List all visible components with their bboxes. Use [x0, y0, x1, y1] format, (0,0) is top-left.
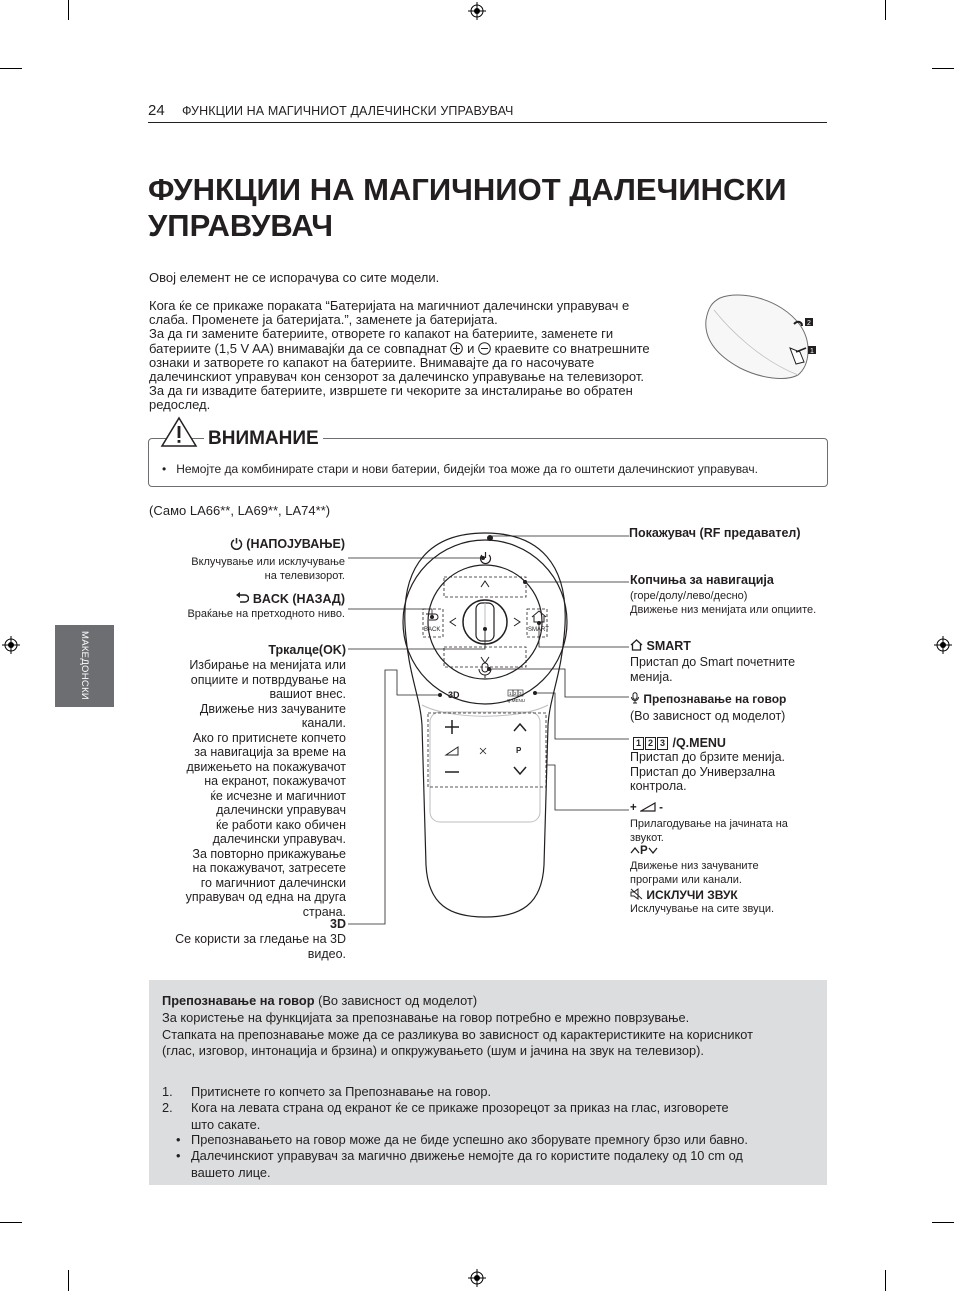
channel-description: Движење низ зачуваните програми или канали. — [630, 860, 759, 886]
voice-bullet-text: Препознавањето на говор може да не биде успешно ако зборувате премногу брзо или бавно. — [191, 1132, 748, 1147]
crop-mark — [68, 0, 69, 20]
mute-description: Исклучување на сите звуци. — [630, 903, 775, 915]
wheel-description — [150, 658, 346, 919]
crop-mark — [885, 1270, 886, 1291]
channel-label: P — [630, 845, 658, 857]
wheel-description-line: го магичниот далечински — [200, 875, 346, 890]
registration-mark-icon — [468, 1269, 486, 1287]
language-tab: МАКЕДОНСКИ — [55, 625, 114, 707]
mute-icon — [630, 888, 643, 900]
volume-wedge-icon — [640, 802, 656, 812]
crop-mark — [68, 1270, 69, 1291]
wheel-description-line: движењето на покажувачот — [186, 759, 346, 774]
wheel-label: Тркалце(OK) — [268, 643, 346, 657]
svg-text:BACK: BACK — [424, 627, 441, 633]
voice-step-number: 1. — [162, 1084, 173, 1099]
wheel-description-line: канали. — [301, 716, 346, 730]
voice-bullet-text: Далечинскиот управувач за магично движење немојте да го користите подалеку од 10 cm од вашето лице. — [191, 1148, 743, 1180]
voice-step: Притиснете го копчето за Препознавање на говор. — [191, 1084, 492, 1099]
voice-box-intro: За користење на функцијата за препознавање на говор потребно е мрежно поврзување. Стапката на препознавање може да се разликува во зависност од карактеристиките на корисникот (глас, изговор, интонација и брзина) и опкружувањето (шум и јачина на звук на телевизор). — [162, 1010, 753, 1058]
wheel-description-line: Избирање на менијата или — [189, 658, 346, 672]
svg-text:1: 1 — [509, 691, 512, 696]
voice-box-title: Препознавање на говор (Во зависност од моделот) — [162, 993, 478, 1008]
wheel-description-line: страна. — [302, 904, 346, 919]
svg-text:2: 2 — [807, 320, 811, 327]
svg-text:P: P — [516, 746, 522, 755]
svg-text:2: 2 — [514, 691, 517, 696]
svg-text:SMART: SMART — [528, 627, 549, 633]
wheel-description-line: ќе исчезне и магичниот — [210, 788, 346, 803]
back-label: BACK (НАЗАД) — [150, 592, 345, 606]
wheel-description-line: далечински управувач — [216, 803, 346, 817]
wheel-description-line: опциите и потврдување на — [190, 672, 346, 687]
page-title: ФУНКЦИИ НА МАГИЧНИОТ ДАЛЕЧИНСКИ УПРАВУВАЧ — [148, 172, 787, 243]
minus-circle-icon — [478, 342, 491, 355]
running-header: ФУНКЦИИ НА МАГИЧНИОТ ДАЛЕЧИНСКИ УПРАВУВАЧ — [182, 104, 514, 118]
caution-bullet: • Немојте да комбинирате стари и нови батерии, бидејќи тоа може да го оштети далечинскиот управувач. — [162, 462, 758, 476]
registration-mark-icon — [468, 2, 486, 20]
crop-mark — [0, 68, 22, 69]
3d-description: Се користи за гледање на 3D видео. — [175, 932, 346, 961]
smart-description: Пристап до Smart почетните менија. — [630, 655, 796, 684]
magic-remote-illustration — [340, 525, 630, 925]
nav-buttons-description: (горе/долу/лево/десно) Движење низ менијата или опциите. — [630, 590, 817, 616]
crop-mark — [0, 1222, 22, 1223]
crop-mark — [932, 1222, 954, 1223]
svg-text:3: 3 — [519, 691, 522, 696]
svg-text:Q.MENU: Q.MENU — [507, 698, 525, 703]
wheel-description-line: на покажувачот, затресете — [192, 861, 346, 875]
chevron-down-icon — [648, 846, 658, 854]
volume-description: Прилагодување на јачината на звукот. — [630, 818, 788, 844]
wheel-description-line: ќе работи како обичен — [215, 817, 346, 832]
microphone-icon — [630, 692, 640, 704]
wheel-description-line: Ако го притиснете копчето — [192, 730, 346, 745]
wheel-description-line: далечински управувач. — [212, 832, 346, 846]
models-note: (Само LA66**, LA69**, LA74**) — [149, 503, 331, 518]
voice-bullet: • — [176, 1148, 181, 1163]
wheel-description-line: за навигација за време на — [194, 745, 346, 759]
battery-cover-illustration — [700, 290, 825, 385]
home-icon — [630, 639, 643, 651]
qmenu-label: 1 2 3 /Q.MENU — [633, 736, 726, 750]
volume-label: + - — [630, 802, 663, 814]
3d-label: 3D — [330, 917, 346, 931]
wheel-description-line: вашиот внес. — [269, 687, 346, 701]
voice-step-number: 2. — [162, 1100, 173, 1115]
intro-note: Овој елемент не се испорачува со сите модели. — [149, 270, 440, 285]
plus-circle-icon — [450, 342, 463, 355]
battery-paragraph: Кога ќе се прикаже пораката “Батеријата на магичниот далечински управувач е слаба. Променете ја батеријата.”, заменете ја батеријата. За да ги замените батериите, отворете го капакот на батериите, заменете ги батериите (1,5 V AA) внимавајќи да се совпаднат и краевите со внатрешните ознаки и затворете го капакот на батериите. Внимавајте да го насочувате далечинскиот управувач кон сензорот за далечинско управување на телевизорот. За да ги извадите батериите, извршете ги чекорите за инсталирање во обратен редослед. — [149, 298, 650, 413]
svg-text:1: 1 — [810, 348, 814, 355]
crop-mark — [932, 68, 954, 69]
wheel-description-line: управувач од една на друга — [185, 890, 346, 904]
voice-description: (Во зависност од моделот) — [630, 709, 786, 723]
wheel-description-line: Движење низ зачуваните — [199, 701, 346, 716]
pointer-label: Покажувач (RF предавател) — [629, 526, 801, 540]
voice-label: Препознавање на говор — [630, 692, 786, 706]
registration-mark-icon — [2, 636, 20, 654]
registration-mark-icon — [934, 636, 952, 654]
power-description: Вклучување или исклучување на телевизорот. — [191, 556, 345, 582]
back-arrow-icon — [235, 592, 249, 604]
warning-triangle-icon — [160, 416, 198, 448]
crop-mark — [885, 0, 886, 20]
header-rule — [148, 122, 827, 123]
power-icon — [230, 537, 243, 550]
wheel-description-line: За повторно прикажување — [192, 846, 346, 861]
mute-label: ИСКЛУЧИ ЗВУК — [630, 888, 738, 902]
voice-step: Кога на левата страна од екранот ќе се прикаже прозорецот за приказ на глас, изговорете што сакате. — [191, 1100, 729, 1132]
qmenu-description: Пристап до брзите менија. Пристап до Универзална контрола. — [630, 750, 785, 793]
svg-text:3D: 3D — [448, 690, 460, 700]
caution-title: ВНИМАНИЕ — [204, 428, 323, 450]
chevron-up-icon — [630, 846, 640, 854]
voice-bullet: • — [176, 1132, 181, 1147]
wheel-description-line: на екранот, покажувачот — [204, 774, 346, 788]
smart-label: SMART — [630, 639, 691, 653]
back-description: Враќање на претходното ниво. — [187, 608, 345, 620]
page-number: 24 — [148, 102, 165, 119]
nav-buttons-label: Копчиња за навигација — [630, 573, 774, 587]
power-label: (НАПОЈУВАЊЕ) — [150, 537, 345, 551]
